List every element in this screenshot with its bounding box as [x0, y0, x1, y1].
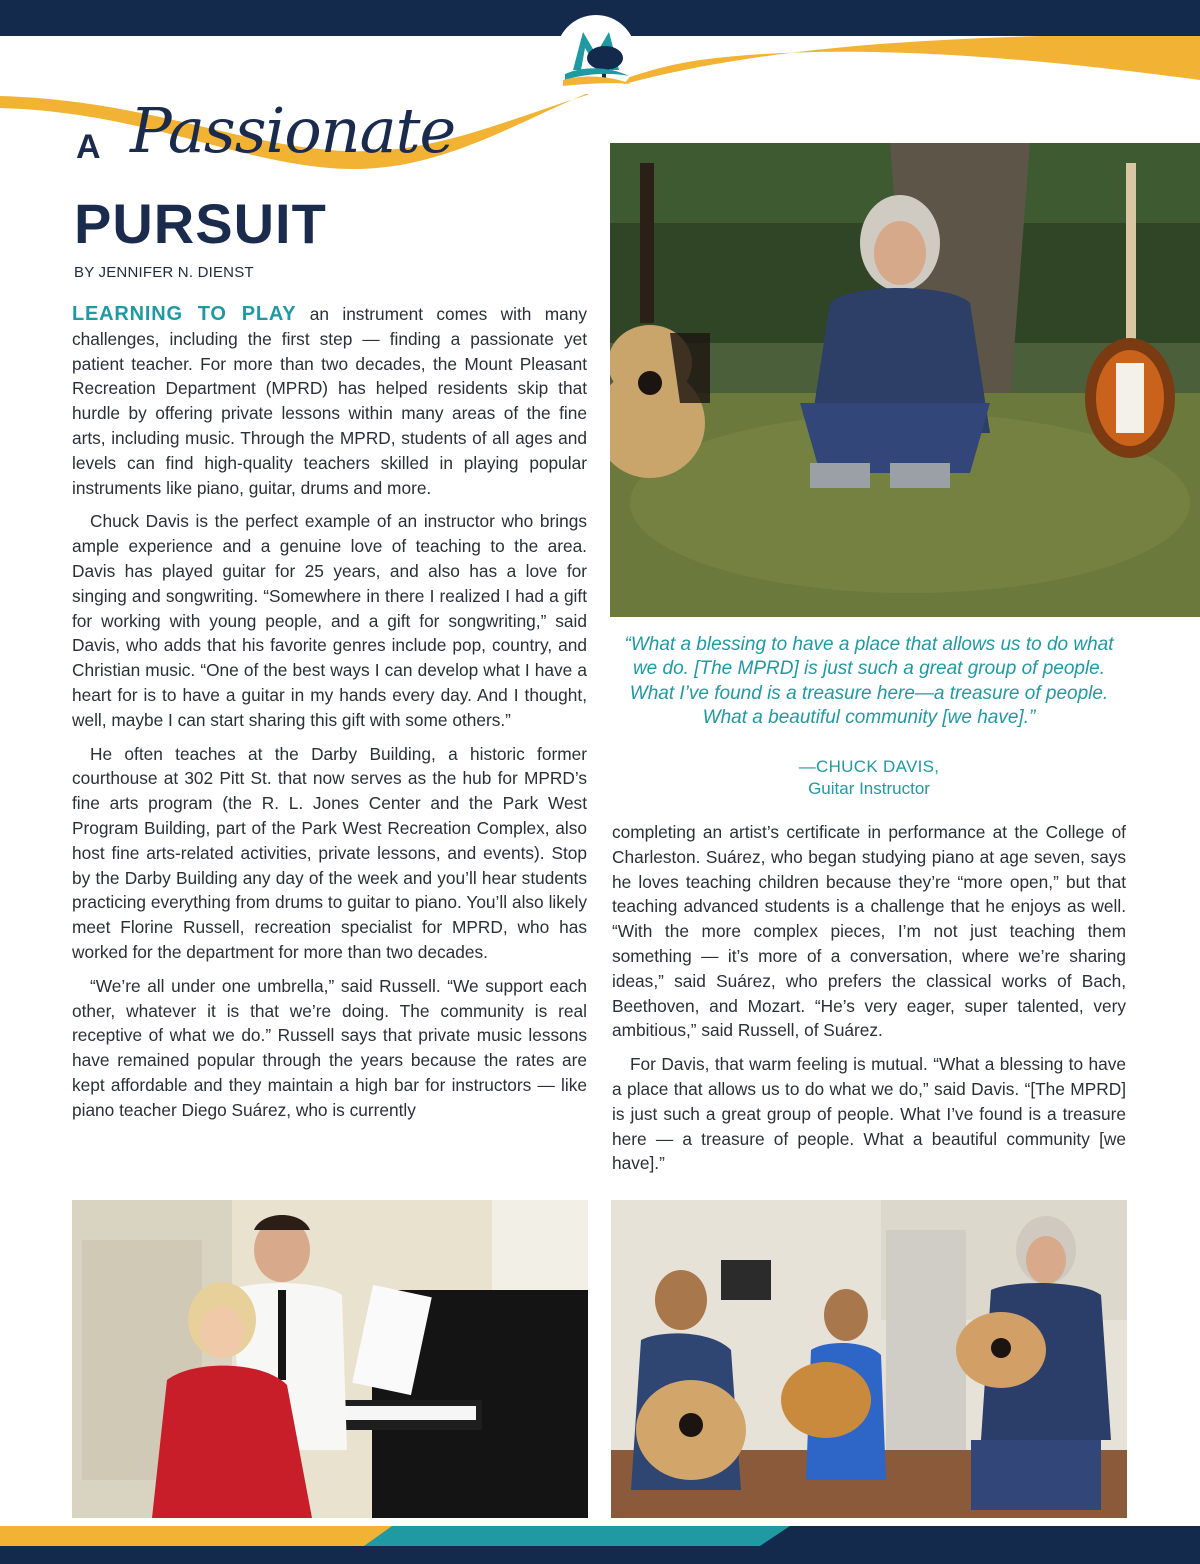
- piano-lesson-photo: [72, 1200, 588, 1518]
- guitar-lesson-photo: [611, 1200, 1127, 1518]
- byline: BY JENNIFER N. DIENST: [74, 264, 254, 281]
- instructor-outdoor-photo: [610, 143, 1200, 617]
- lead-in: LEARNING TO PLAY: [72, 303, 297, 325]
- quote-attribution-title: Guitar Instructor: [808, 779, 930, 798]
- article-column-right: [612, 820, 1126, 1185]
- bottom-color-band: [0, 1526, 1200, 1564]
- article-paragraph-3: He often teaches at the Darby Building, a historic former courthouse at 302 Pitt St. that now serves as the hub for MPRD’s fine arts program (the R. L. Jones Center and the Park West Program Building, part of the Park West Recreation Complex, also host fine arts-related activities, private lessons, and events). Stop by the Darby Building any day of the week and you’ll hear students practicing everything from drums to guitar to piano. You’ll also likely meet Florine Russell, recreation specialist for MPRD, who has worked for the department for more than two decades.: [72, 743, 587, 962]
- article-paragraph-6: For Davis, that warm feeling is mutual. “What a blessing to have a place that allows us to do what we do,” said Davis. “[The MPRD] is just such a great group of people. What I’ve found is a treasure here — a treasure of people. What a beautiful community [we have].”: [612, 1054, 1126, 1174]
- page-title: PURSUIT: [74, 192, 327, 255]
- title-script-word: Passionate: [130, 94, 456, 167]
- article-paragraph-1: [72, 302, 587, 500]
- article-paragraph-4: “We’re all under one umbrella,” said Russell. “We support each other, whatever it is that we’re doing. The community is real receptive of what we do.” Russell says that private music lessons have remained popular through the years because the rates are kept affordable and they maintain a high bar for instructors — like piano teacher Diego Suárez, who is currently: [72, 975, 587, 1120]
- article-column-left: [72, 302, 587, 1132]
- quote-attribution-name: —CHUCK DAVIS,: [798, 757, 940, 776]
- article-paragraph-5: completing an artist’s certificate in performance at the College of Charleston. Suárez, who began studying piano at age seven, says he loves teaching children because they’re “more open,” but that teaching advanced students is a challenge that he enjoys as well. “With the more complex pieces, I’m not just teaching them something — it’s more of a conversation, where we’re sharing ideas,” said Suárez, who prefers the classical works of Bach, Beethoven, and Mozart. “He’s very eager, super talented, very ambitious,” said Russell, of Suárez.: [612, 822, 1126, 1041]
- mprd-logo-icon: [553, 14, 639, 96]
- article-paragraph-2: Chuck Davis is the perfect example of an instructor who brings ample experience and a genuine love of teaching to the area. Davis has played guitar for 25 years, and also has a love for singing and songwriting. “Somewhere in there I realized I had a gift for working with young people, and a gift for songwriting,” said Davis, who adds that his favorite genres include pop, country, and Christian music. “One of the best ways I can develop what I have a heart for is to have a guitar in my hands every day. And I thought, well, maybe I can start sharing this gift with some others.”: [72, 511, 587, 730]
- title-prefix: A: [76, 128, 102, 166]
- paragraph-1-text: an instrument comes with many challenges, including the first step — finding a passionate yet patient teacher. For more than two decades, the Mount Pleasant Recreation Department (MPRD) has helped residents skip that hurdle by offering private lessons within many areas of the fine arts, including music. Through the MPRD, students of all ages and levels can find high-quality teachers skilled in playing popular instruments like piano, guitar, drums and more.: [72, 304, 588, 498]
- pull-quote: “What a blessing to have a place that allows us to do what we do. [The MPRD] is just such a great group of people. What I’ve found is a treasure here—a treasure of people. What a beautiful community [we have].”: [624, 634, 1114, 728]
